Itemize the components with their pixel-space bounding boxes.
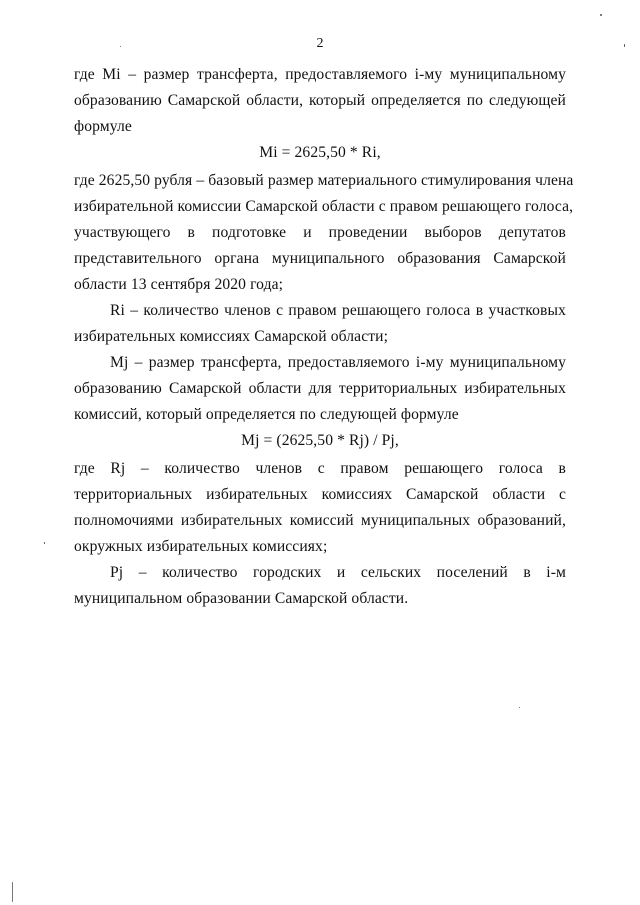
text-line: комиссий, который определяется по следующей формуле xyxy=(74,406,459,423)
scan-speck xyxy=(44,542,45,544)
scan-speck xyxy=(12,882,13,902)
scan-speck xyxy=(120,46,121,47)
text-line: Pj – количество городских и сельских поселений в i-м xyxy=(110,564,566,581)
text-line: формуле xyxy=(74,118,132,135)
text-line: образованию Самарской области, который определяется по следующей xyxy=(74,92,566,109)
text-line: избирательных комиссиях Самарской области; xyxy=(74,328,389,345)
text-line: Mj – размер трансферта, предоставляемого i-му муниципальному xyxy=(110,354,566,371)
scan-speck xyxy=(624,44,625,47)
text-line: области 13 сентября 2020 года; xyxy=(74,276,284,293)
text-line: Ri – количество членов с правом решающего голоса в участковых xyxy=(110,302,566,319)
text-line: полномочиями избирательных комиссий муниципальных образований, xyxy=(74,512,566,529)
formula: Mj = (2625,50 * Rj) / Pj, xyxy=(241,432,399,449)
text-line: территориальных избирательных комиссиях Самарской области с xyxy=(74,486,566,503)
text-line: представительного органа муниципального образования Самарской xyxy=(74,250,566,267)
text-line: избирательной комиссии Самарской области с правом решающего голоса, xyxy=(74,198,574,215)
text-line: окружных избирательных комиссиях; xyxy=(74,538,328,555)
text-line: муниципальном образовании Самарской области. xyxy=(74,590,409,607)
page-number: 2 xyxy=(316,36,324,51)
text-line: где 2625,50 рубля – базовый размер материального стимулирования члена xyxy=(74,172,574,189)
scan-speck xyxy=(519,707,520,708)
text-line: образованию Самарской области для территориальных избирательных xyxy=(74,380,566,397)
formula: Mi = 2625,50 * Ri, xyxy=(259,144,381,161)
text-line: где Mi – размер трансферта, предоставляемого i-му муниципальному xyxy=(74,66,566,83)
text-line: где Rj – количество членов с правом решающего голоса в xyxy=(74,460,566,477)
text-line: участвующего в подготовке и проведении выборов депутатов xyxy=(74,224,566,241)
scan-speck xyxy=(600,14,602,16)
